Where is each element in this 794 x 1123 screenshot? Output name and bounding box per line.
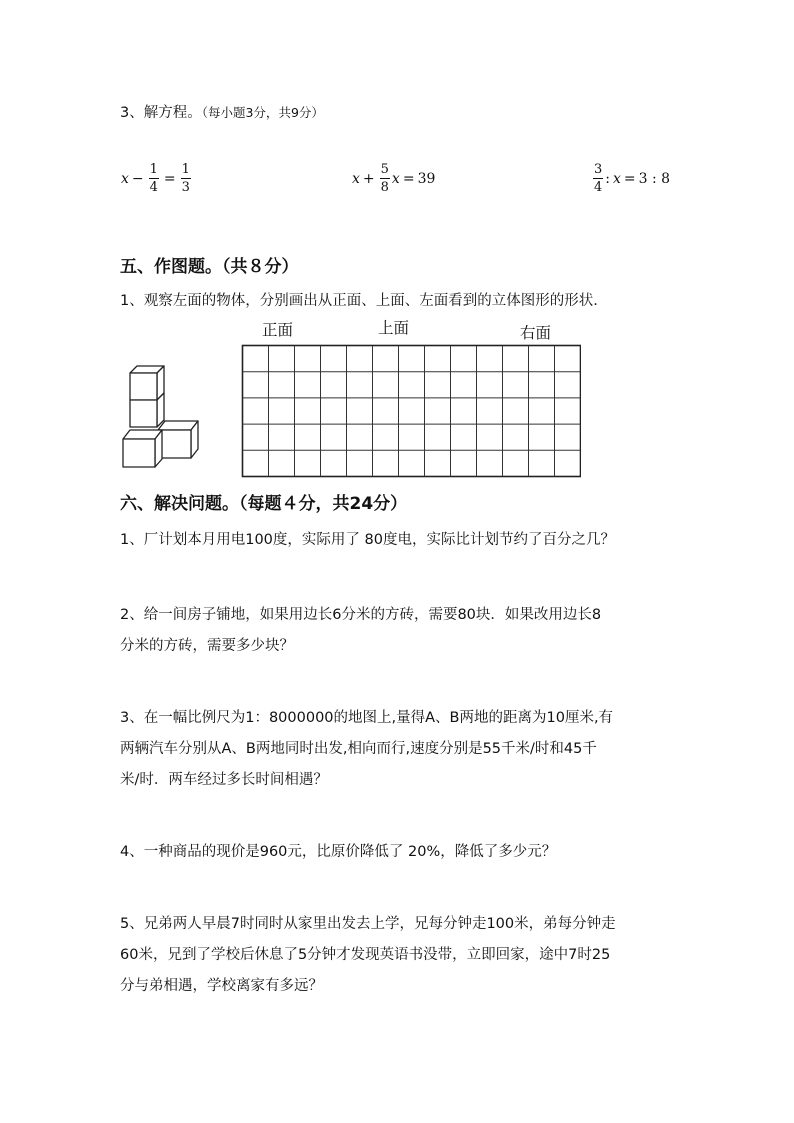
label-top-view: 上面	[378, 319, 410, 337]
section-6-heading: 六、解决问题。（每题４分，共24分）	[120, 494, 408, 514]
eq2-fraction: $\frac{5}{8}$	[380, 162, 389, 195]
eq2-plus: +	[362, 170, 375, 187]
section-5-question-1: 1、观察左面的物体，分别画出从正面、上面、左面看到的立体图形的形状.	[120, 293, 598, 309]
eq3-rhs: 3 : 8	[638, 170, 671, 187]
eq1-fraction-1: $\frac{1}{4}$	[149, 162, 158, 195]
eq2-variable-2: x	[391, 170, 400, 187]
equation-1	[121, 163, 193, 194]
eq1-variable: x	[121, 170, 129, 187]
section-6-question-5-line-1: 5、兄弟两人早晨7时同时从家里出发去上学，兄每分钟走100米，弟每分钟走	[120, 916, 616, 932]
section-5-heading: 五、作图题。（共８分）	[120, 257, 299, 277]
section-6-question-4: 4、一种商品的现价是960元，比原价降低了 20%，降低了多少元？	[120, 844, 557, 860]
section-6-question-1: 1、厂计划本月用电100度，实际用了 80度电，实际比计划节约了百分之几？	[120, 532, 615, 548]
question-3-score-note: （每小题3分，共9分）	[201, 105, 324, 120]
question-3-label: 3、解方程。	[120, 105, 202, 121]
eq3-equals: =	[623, 170, 636, 187]
eq2-equals: =	[402, 170, 415, 187]
question-3-title	[120, 101, 324, 122]
eq3-colon: :	[605, 170, 610, 187]
label-right-view: 右面	[520, 324, 552, 342]
equation-3	[591, 163, 670, 194]
cube-stack-figure	[118, 360, 202, 472]
eq1-equals: =	[163, 170, 176, 187]
section-6-question-5-line-3: 分与弟相遇，学校离家有多远？	[120, 978, 323, 994]
label-front-view: 正面	[262, 321, 294, 339]
eq1-fraction-2: $\frac{1}{3}$	[181, 162, 190, 195]
section-6-question-3-line-1: 3、在一幅比例尺为1：8000000的地图上,量得A、B两地的距离为10厘米,有	[120, 710, 614, 726]
section-6-question-2-line-2: 分米的方砖，需要多少块？	[120, 638, 294, 654]
eq3-variable: x	[613, 170, 621, 187]
equation-2	[352, 163, 435, 194]
eq2-rhs: 39	[417, 170, 436, 187]
section-6-question-3-line-2: 两辆汽车分别从A、B两地同时出发,相向而行,速度分别是55千米/时和45千	[120, 741, 597, 757]
section-6-question-3-line-3: 米/时．两车经过多长时间相遇？	[120, 772, 328, 788]
section-6-question-2-line-1: 2、给一间房子铺地，如果用边长6分米的方砖，需要80块．如果改用边长8	[120, 607, 602, 623]
section-6-question-5-line-2: 60米，兄到了学校后休息了5分钟才发现英语书没带，立即回家，途中7时25	[120, 947, 611, 963]
eq1-minus: −	[131, 170, 144, 187]
drawing-grid	[241, 344, 581, 479]
eq3-fraction: $\frac{3}{4}$	[594, 162, 603, 195]
eq2-variable: x	[352, 170, 360, 187]
grid-border	[243, 346, 581, 477]
